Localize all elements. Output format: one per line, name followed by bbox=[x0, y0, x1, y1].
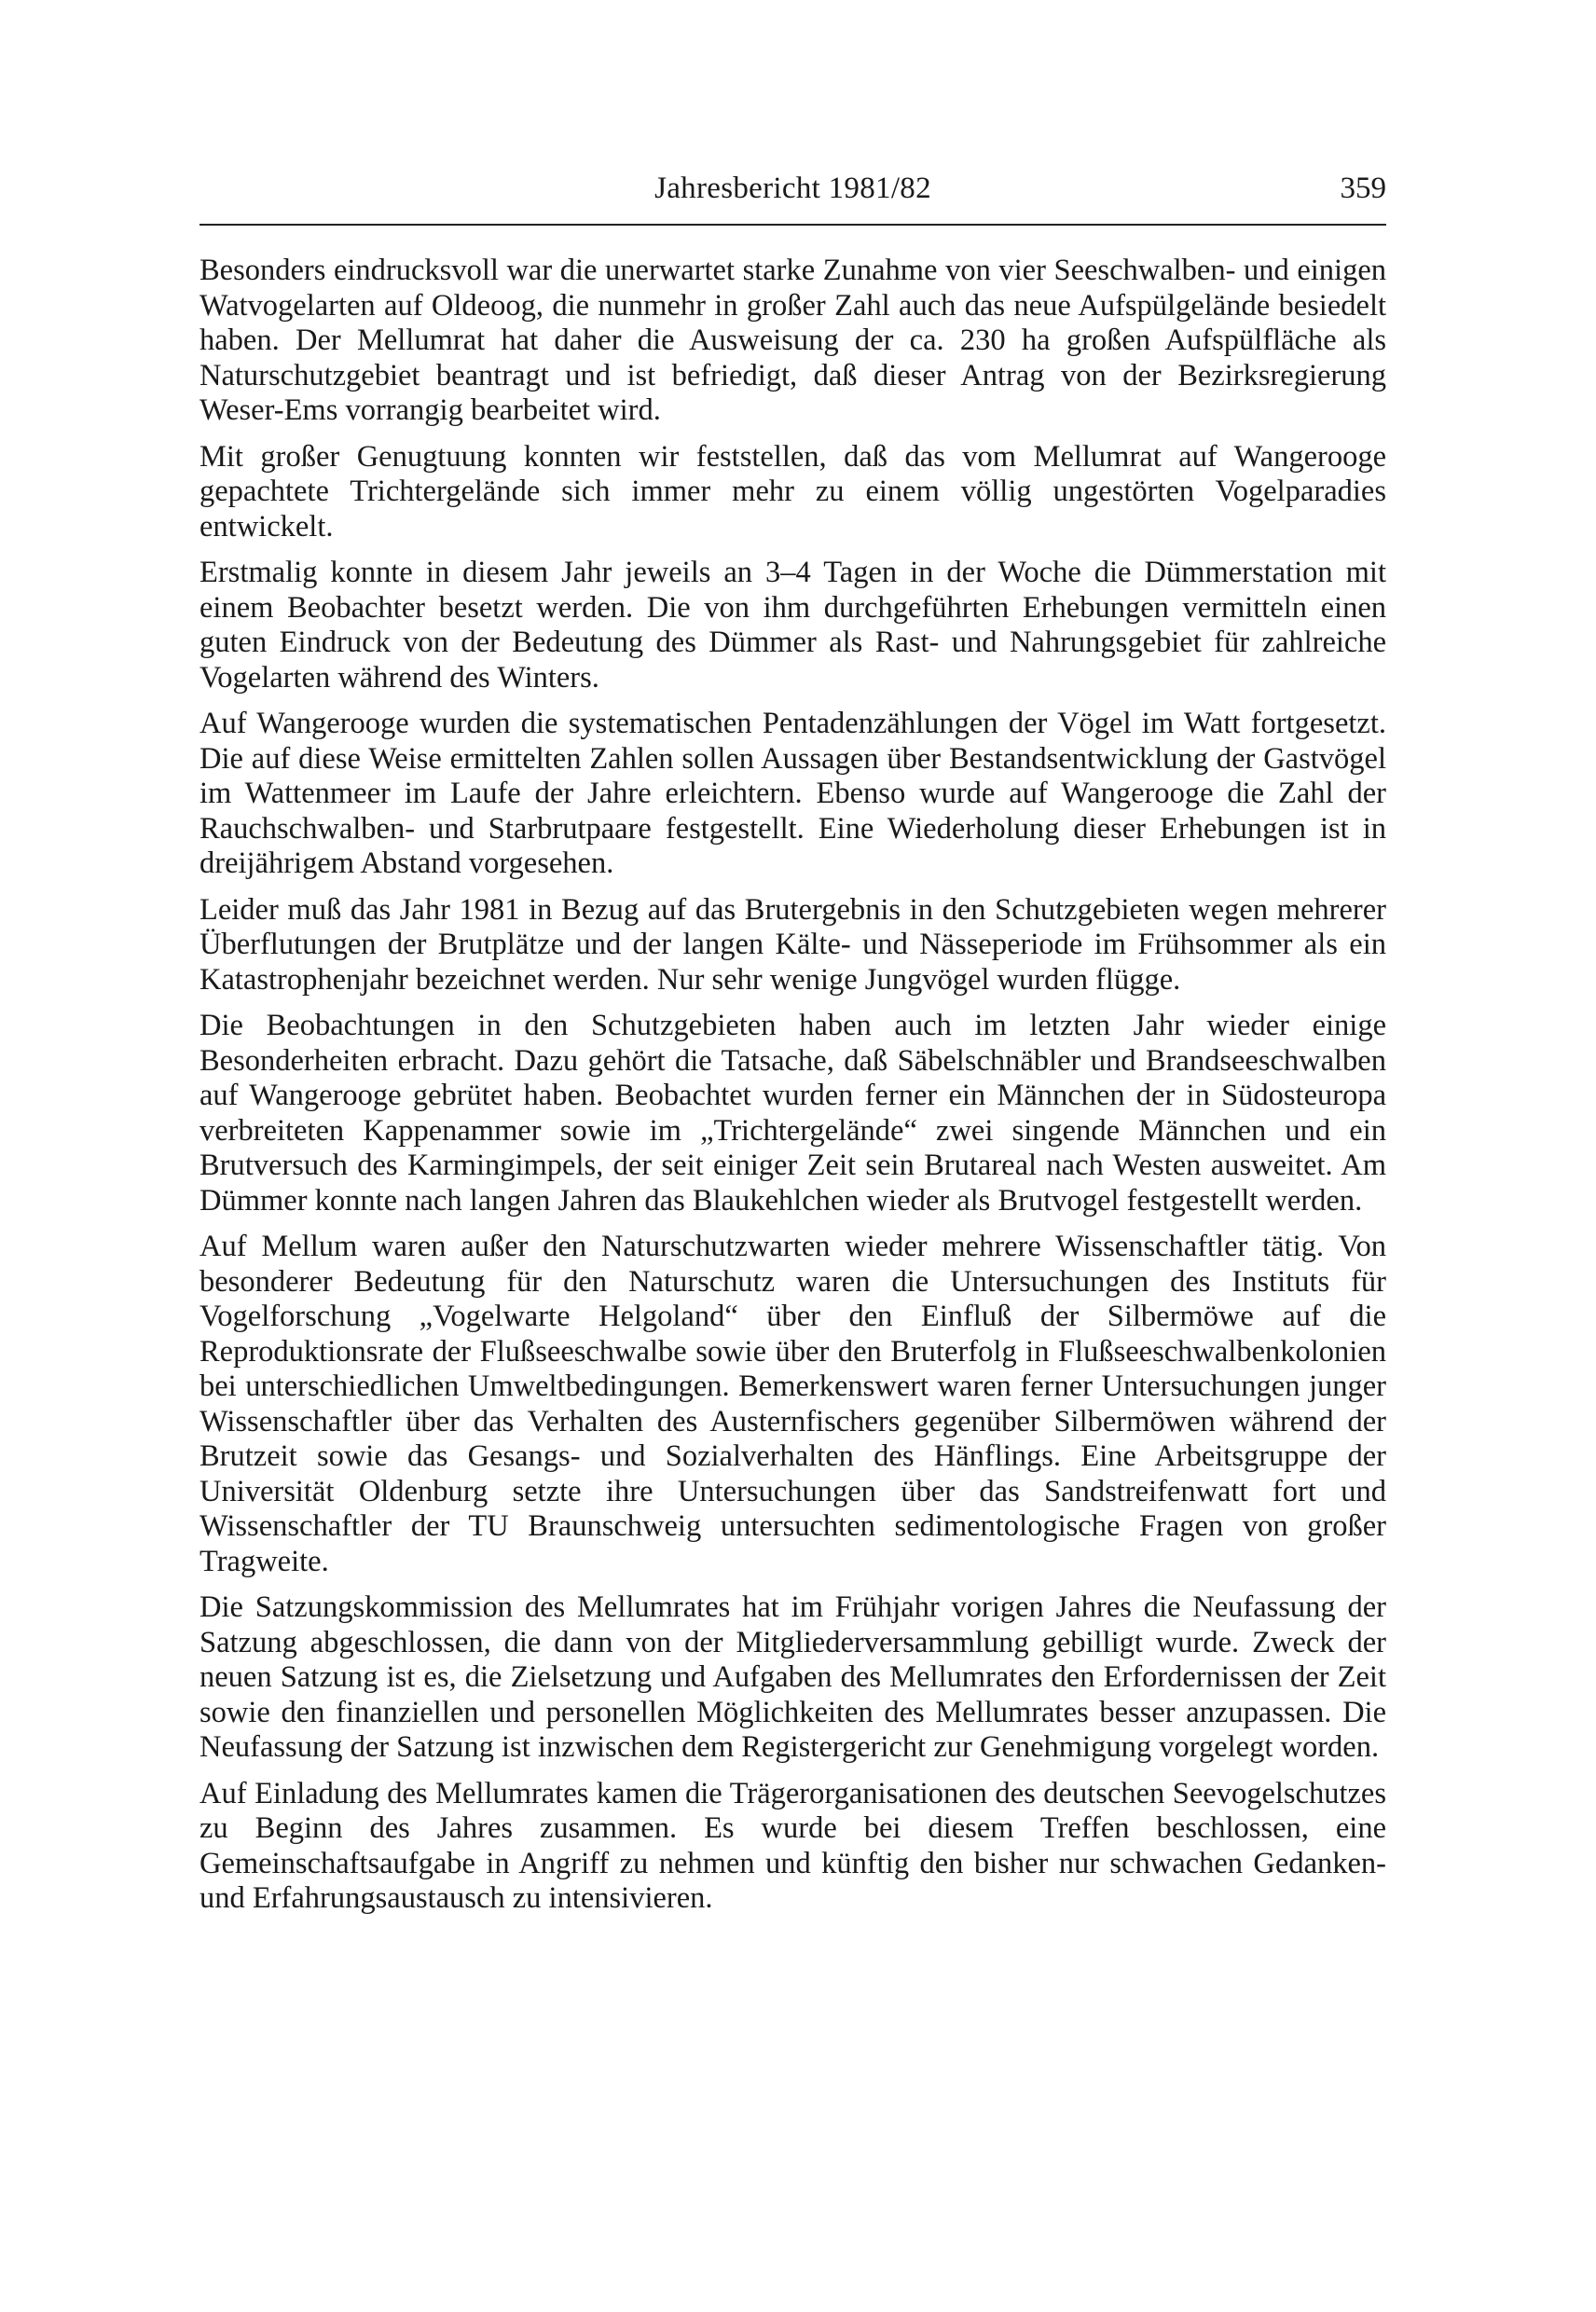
page-header bbox=[200, 164, 1386, 220]
paragraph-4: Auf Wangerooge wurden die systematischen Pentadenzählungen der Vögel im Watt fortgesetzt. Die auf diese Weise ermittelten Zahlen sollen Aussagen über Bestandsentwicklung der Gastvögel im Wattenmeer im Laufe der Jahre erleichtern. Ebenso wurde auf Wangerooge die Zahl der Rauchschwalben- und Starbrutpaare festgestellt. Eine Wiederholung dieser Erhebungen ist in dreijährigem Abstand vorgesehen. bbox=[200, 707, 1386, 880]
paragraph-2: Mit großer Genugtuung konnten wir feststellen, daß das vom Mellumrat auf Wangerooge gepachtete Trichtergelände sich immer mehr zu einem völlig ungestörten Vogelparadies entwickelt. bbox=[200, 439, 1386, 544]
paragraph-1: Besonders eindrucksvoll war die unerwartet starke Zunahme von vier Seeschwalben- und einigen Watvogelarten auf Oldeoog, die nunmehr in großer Zahl auch das neue Aufspülgelände besiedelt haben. Der Mellumrat hat daher die Ausweisung der ca. 230 ha großen Aufspülfläche als Naturschutzgebiet beantragt und ist befriedigt, daß dieser Antrag von der Bezirksregierung Weser-Ems vorrangig bearbeitet wird. bbox=[200, 254, 1386, 427]
running-header-title: Jahresbericht 1981/82 bbox=[654, 172, 931, 205]
paragraph-8: Die Satzungskommission des Mellumrates hat im Frühjahr vorigen Jahres die Neufassung der Satzung abgeschlossen, die dann von der Mitgliederversammlung gebilligt wurde. Zweck der neuen Satzung ist es, die Zielsetzung und Aufgaben des Mellumrates den Erfordernissen der Zeit sowie den finanziellen und personellen Möglichkeiten des Mellumrates besser anzupassen. Die Neufassung der Satzung ist inzwischen dem Registergericht zur Genehmigung vorgelegt worden. bbox=[200, 1590, 1386, 1764]
header-rule bbox=[200, 224, 1386, 226]
page-number: 359 bbox=[1340, 172, 1386, 205]
paragraph-6: Die Beobachtungen in den Schutzgebieten haben auch im letzten Jahr wieder einige Besonderheiten erbracht. Dazu gehört die Tatsache, daß Säbelschnäbler und Brandseeschwalben auf Wangerooge gebrütet haben. Beobachtet wurden ferner ein Männchen der in Südosteuropa verbreiteten Kappenammer sowie im „Trichtergelände“ zwei singende Männchen und ein Brutversuch des Karmingimpels, der seit einiger Zeit sein Brutareal nach Westen ausweitet. Am Dümmer konnte nach langen Jahren das Blaukehlchen wieder als Brutvogel festgestellt werden. bbox=[200, 1009, 1386, 1218]
paragraph-7: Auf Mellum waren außer den Naturschutzwarten wieder mehrere Wissenschaftler tätig. Von besonderer Bedeutung für den Naturschutz waren die Untersuchungen des Instituts für Vogelforschung „Vogelwarte Helgoland“ über den Einfluß der Silbermöwe auf die Reproduktionsrate der Flußseeschwalbe sowie über den Bruterfolg in Flußseeschwalbenkolonien bei unterschiedlichen Umweltbedingungen. Bemerkenswert waren ferner Untersuchungen junger Wissenschaftler über das Verhalten des Austernfischers gegenüber Silbermöwen während der Brutzeit sowie das Gesangs- und Sozialverhalten des Hänflings. Eine Arbeitsgruppe der Universität Oldenburg setzte ihre Untersuchungen über das Sandstreifenwatt fort und Wissenschaftler der TU Braunschweig untersuchten sedimentologische Fragen von großer Tragweite. bbox=[200, 1230, 1386, 1578]
body-text bbox=[200, 254, 1386, 1928]
paragraph-9: Auf Einladung des Mellumrates kamen die Trägerorganisationen des deutschen Seevogelschutzes zu Beginn des Jahres zusammen. Es wurde bei diesem Treffen beschlossen, eine Gemeinschaftsaufgabe in Angriff zu nehmen und künftig den bisher nur schwachen Gedanken- und Erfahrungsaustausch zu intensivieren. bbox=[200, 1776, 1386, 1915]
paragraph-3: Erstmalig konnte in diesem Jahr jeweils an 3–4 Tagen in der Woche die Dümmerstation mit einem Beobachter besetzt werden. Die von ihm durchgeführten Erhebungen vermitteln einen guten Eindruck von der Bedeutung des Dümmer als Rast- und Nahrungsgebiet für zahlreiche Vogelarten während des Winters. bbox=[200, 556, 1386, 695]
paragraph-5: Leider muß das Jahr 1981 in Bezug auf das Brutergebnis in den Schutzgebieten wegen mehrerer Überflutungen der Brutplätze und der langen Kälte- und Nässeperiode im Frühsommer als ein Katastrophenjahr bezeichnet werden. Nur sehr wenige Jungvögel wurden flügge. bbox=[200, 892, 1386, 997]
